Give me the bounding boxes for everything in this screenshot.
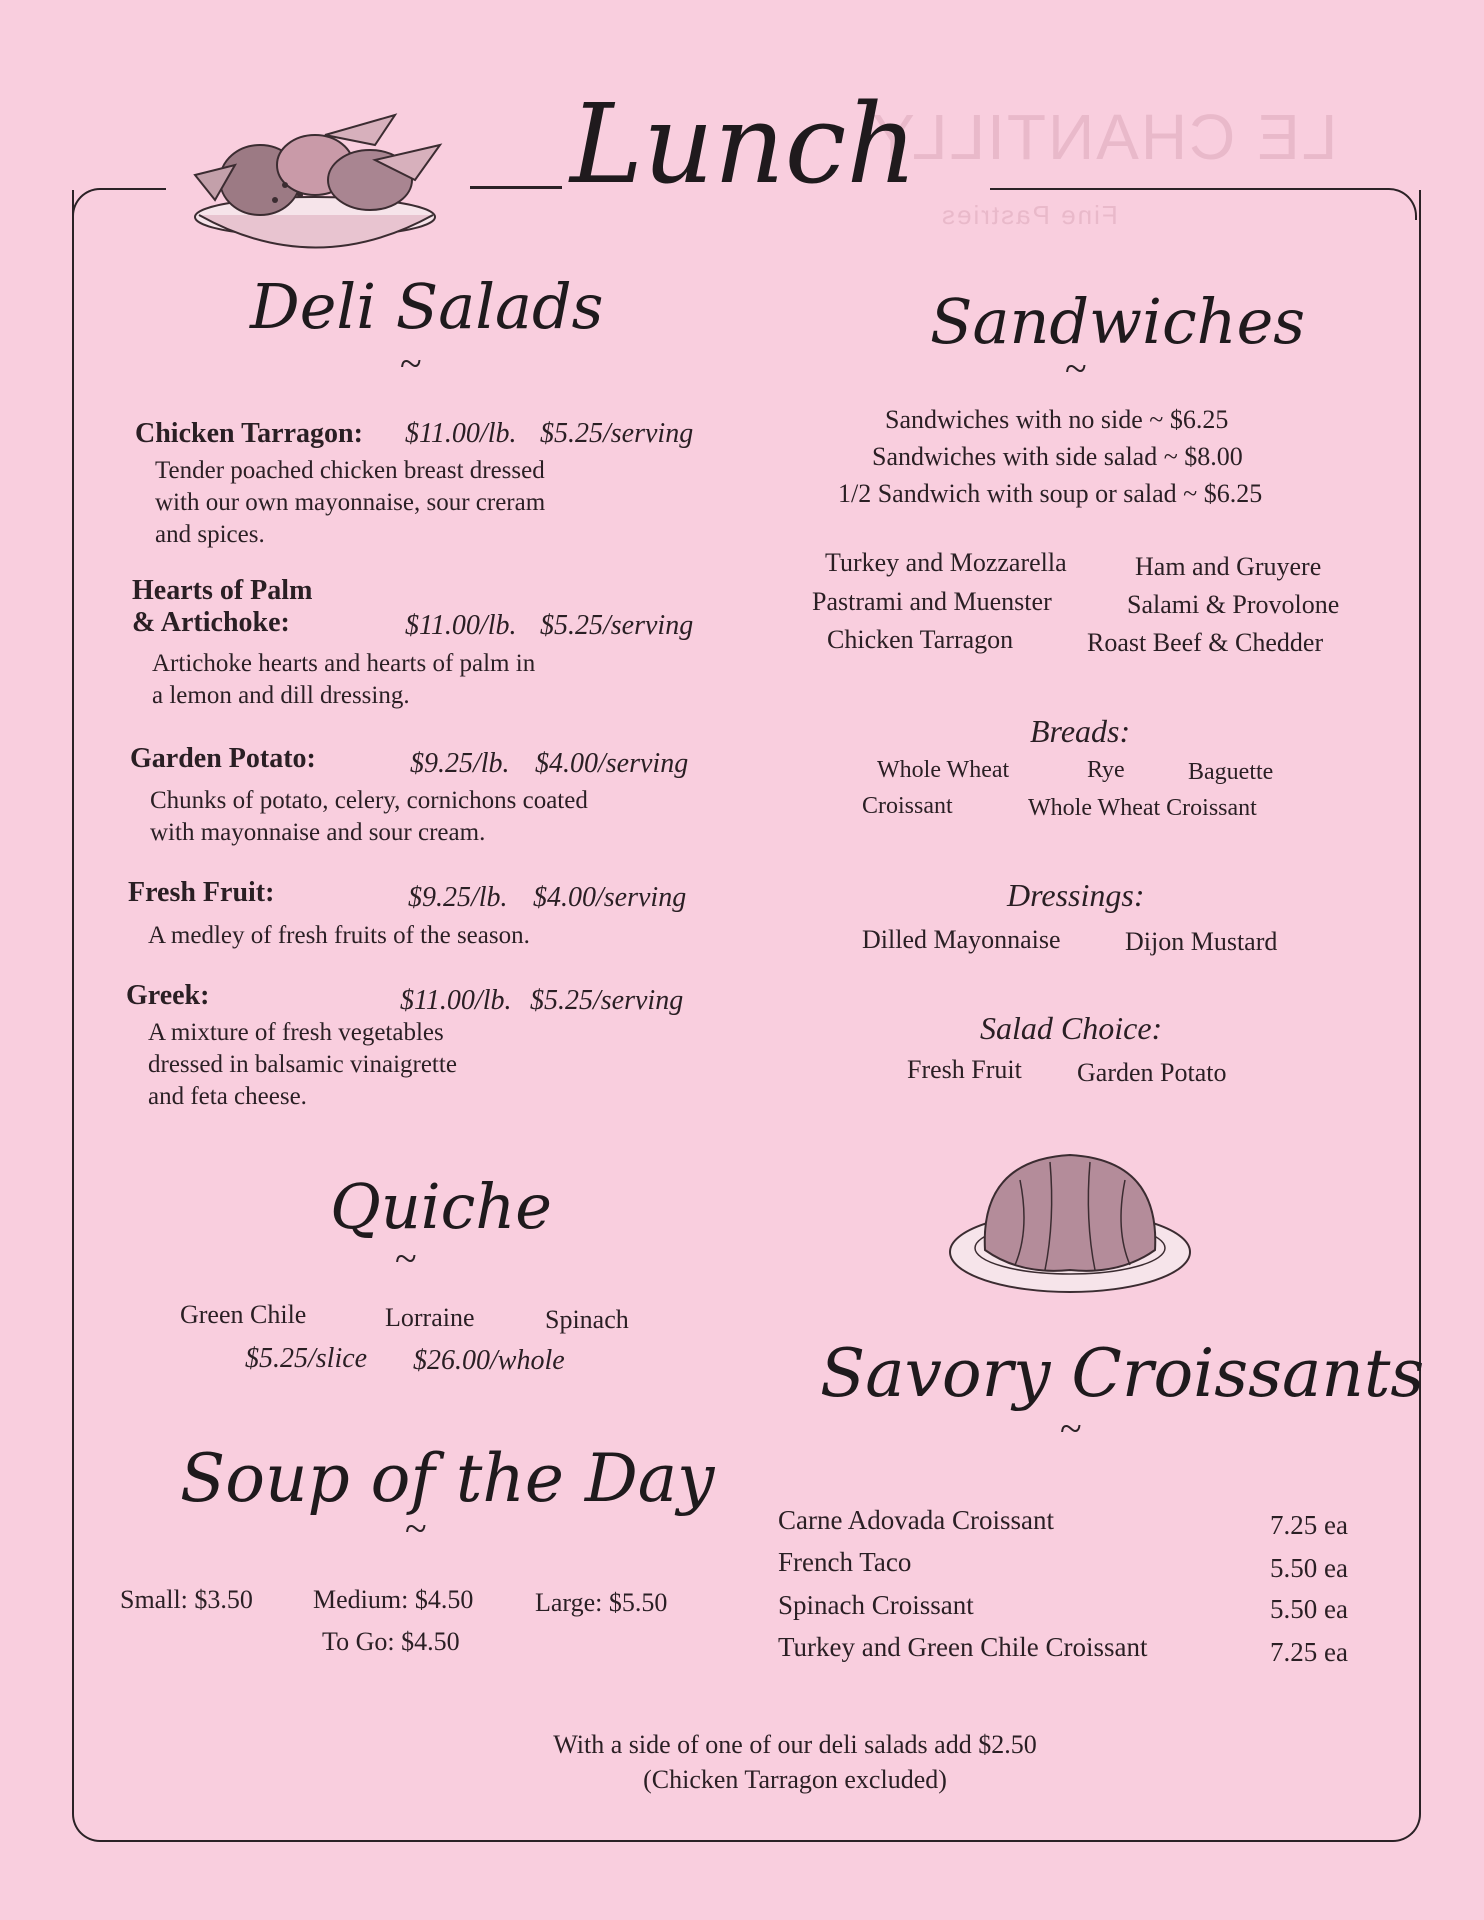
salad-price-serving-2: $4.00/serving [535,748,689,779]
salad-desc-line: with our own mayonnaise, sour creram [155,489,546,516]
salad-desc-line: Artichoke hearts and hearts of palm in [152,650,536,677]
dressing-0: Dilled Mayonnaise [862,925,1061,954]
quiche-type-2: Spinach [545,1305,629,1334]
bread-0: Whole Wheat [877,757,1010,783]
sandwich-right-2: Roast Beef & Chedder [1087,628,1324,657]
quiche-price-whole: $26.00/whole [413,1345,565,1376]
bread-3: Croissant [862,793,953,819]
salad-price-lb-1: $11.00/lb. [405,610,517,641]
salad-desc-3 [148,920,530,952]
salad-price-lb-4: $11.00/lb. [400,985,512,1016]
title-dash [470,186,562,189]
croissant-name-2: Spinach Croissant [778,1590,974,1620]
soup-tilde: ~ [405,1506,427,1551]
salad-bowl-illustration [175,105,455,255]
salad-choice-heading: Salad Choice: [980,1010,1163,1046]
sandwich-pricing-1: Sandwiches with side salad ~ $8.00 [872,442,1243,471]
page-title: Lunch [570,80,918,208]
croissant-name-0: Carne Adovada Croissant [778,1505,1054,1535]
sandwiches-heading: Sandwiches [930,285,1306,358]
salad-desc-line: dressed in balsamic vinaigrette [148,1051,457,1078]
salad-desc-line: and feta cheese. [148,1083,307,1110]
salad-price-serving-1: $5.25/serving [540,610,694,641]
salad-price-serving-4: $5.25/serving [530,985,684,1016]
savory-croissants-heading: Savory Croissants [820,1335,1425,1412]
salad-desc-line: with mayonnaise and sour cream. [150,819,486,846]
croissant-plate-illustration [940,1140,1200,1300]
salad-name-1: & Artichoke: [132,607,290,638]
sandwich-right-1: Salami & Provolone [1127,590,1340,619]
sandwich-pricing-0: Sandwiches with no side ~ $6.25 [885,405,1229,434]
salad-name-1-line1: Hearts of Palm [132,575,313,606]
deli-salads-heading: Deli Salads [250,270,604,343]
bread-4: Whole Wheat Croissant [1028,795,1257,821]
dressings-heading: Dressings: [1007,877,1145,913]
salad-price-serving-0: $5.25/serving [540,418,694,449]
savory-croissants-tilde: ~ [1060,1406,1082,1451]
soup-medium: Medium: $4.50 [313,1585,474,1614]
dressing-1: Dijon Mustard [1125,927,1278,956]
quiche-price-slice: $5.25/slice [245,1343,368,1374]
sandwich-left-0: Turkey and Mozzarella [825,548,1067,577]
footer-line-1: With a side of one of our deli salads add $2.50 [553,1730,1037,1759]
quiche-heading: Quiche [330,1170,552,1243]
salad-name-2: Garden Potato: [130,743,316,774]
frame-top-left [72,188,166,220]
salad-choice-1: Garden Potato [1077,1058,1227,1087]
sandwich-left-2: Chicken Tarragon [827,625,1014,654]
soup-heading: Soup of the Day [180,1440,715,1517]
soup-large: Large: $5.50 [535,1588,668,1617]
soup-small: Small: $3.50 [120,1585,253,1614]
salad-choice-0: Fresh Fruit [907,1055,1022,1084]
sandwich-left-1: Pastrami and Muenster [812,587,1052,616]
salad-price-serving-3: $4.00/serving [533,882,687,913]
salad-desc-2 [150,785,588,849]
salad-desc-line: Tender poached chicken breast dressed [155,457,545,484]
croissant-price-2: 5.50 ea [1270,1594,1348,1624]
breads-heading: Breads: [1030,713,1131,749]
quiche-type-0: Green Chile [180,1300,307,1329]
soup-to-go: To Go: $4.50 [322,1627,460,1656]
ghost-tagline-text: Fine Pastries [940,200,1118,230]
deli-salads-tilde: ~ [400,341,422,386]
salad-name-3: Fresh Fruit: [128,877,275,908]
salad-desc-4 [148,1017,457,1113]
quiche-type-1: Lorraine [385,1303,475,1332]
bread-2: Baguette [1188,759,1274,785]
croissant-price-0: 7.25 ea [1270,1510,1348,1540]
salad-desc-line: and spices. [155,521,265,548]
ghost-brand-text: LE CHANTILLY [870,101,1338,173]
salad-price-lb-0: $11.00/lb. [405,418,517,449]
salad-desc-line: Chunks of potato, celery, cornichons coated [150,787,588,814]
salad-price-lb-3: $9.25/lb. [408,882,508,913]
salad-name-4: Greek: [126,980,210,1011]
salad-desc-line: A mixture of fresh vegetables [148,1019,444,1046]
sandwich-pricing-2: 1/2 Sandwich with soup or salad ~ $6.25 [838,479,1263,508]
frame-top-right [990,188,1417,220]
croissant-name-3: Turkey and Green Chile Croissant [778,1632,1148,1662]
bread-1: Rye [1087,757,1125,783]
salad-desc-1 [152,648,535,712]
sandwich-right-0: Ham and Gruyere [1135,552,1322,581]
salad-desc-0 [155,455,545,551]
salad-price-lb-2: $9.25/lb. [410,748,510,779]
footer-line-2: (Chicken Tarragon excluded) [643,1765,947,1794]
croissant-price-1: 5.50 ea [1270,1553,1348,1583]
croissant-price-3: 7.25 ea [1270,1637,1348,1667]
sandwiches-tilde: ~ [1065,346,1087,391]
salad-desc-line: A medley of fresh fruits of the season. [148,922,530,949]
croissant-name-1: French Taco [778,1547,912,1577]
salad-name-0: Chicken Tarragon: [135,418,363,449]
salad-desc-line: a lemon and dill dressing. [152,682,410,709]
quiche-tilde: ~ [395,1236,417,1281]
